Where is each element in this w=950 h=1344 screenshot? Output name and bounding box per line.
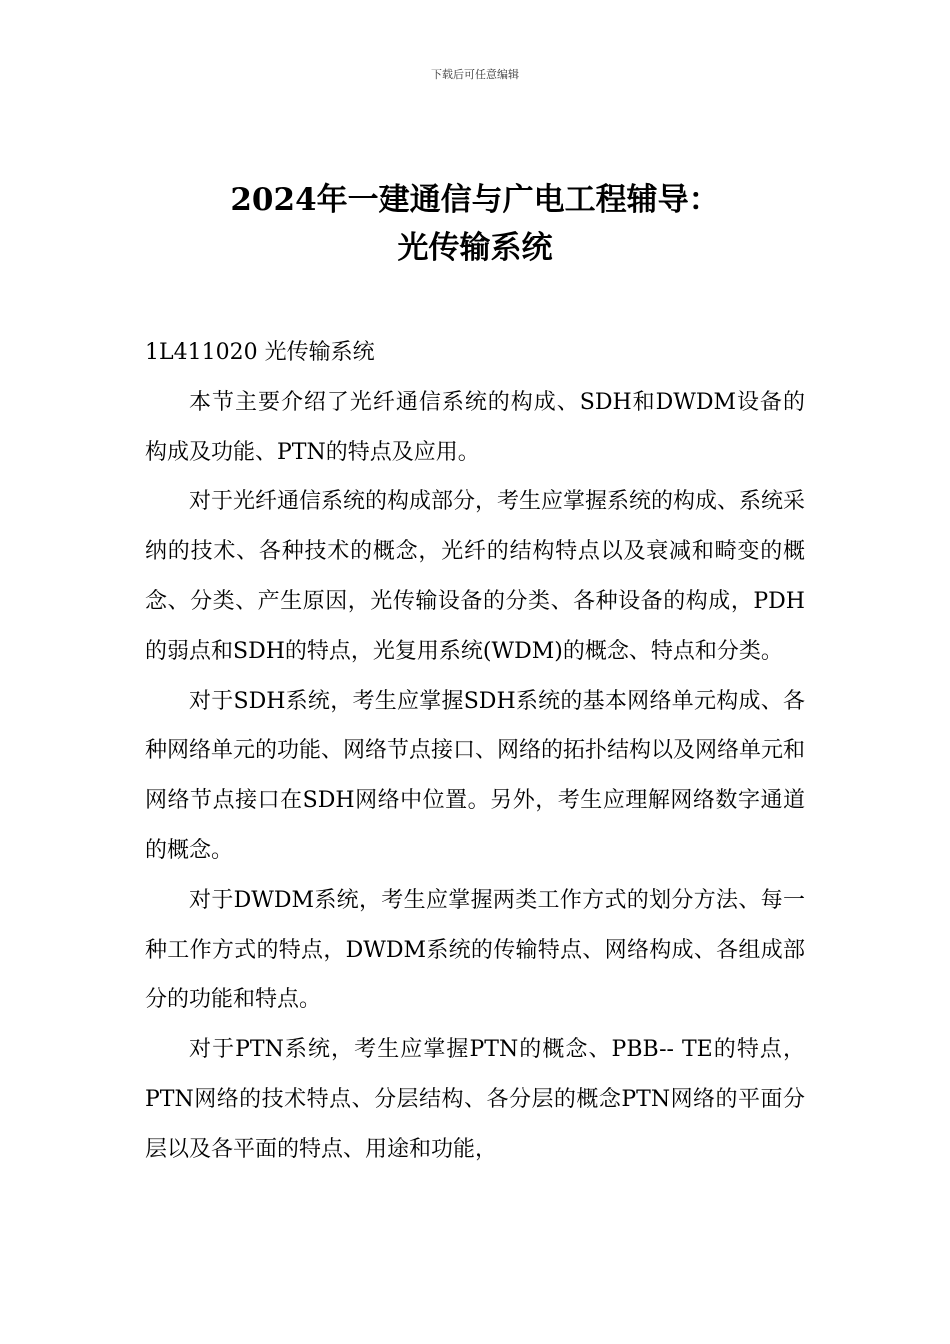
title-line-2: 光传输系统	[397, 230, 553, 266]
paragraph-intro: 本节主要介绍了光纤通信系统的构成、SDH和DWDM设备的构成及功能、PTN的特点及应用。	[145, 389, 805, 465]
header-note: 下载后可任意编辑	[431, 68, 519, 81]
title-line-1: 2024年一建通信与广电工程辅导：	[230, 182, 720, 218]
paragraph-fiber-system: 对于光纤通信系统的构成部分，考生应掌握系统的构成、系统采纳的技术、各种技术的概念，光纤的结构特点以及衰减和畸变的概念、分类、产生原因，光传输设备的分类、各种设备的构成，PDH的弱点和SDH的特点，光复用系统(WDM)的概念、特点和分类。	[145, 489, 806, 664]
paragraph-ptn: 对于PTN系统，考生应掌握PTN的概念、PBB-- TE的特点，PTN网络的技术特点、分层结构、各分层的概念PTN网络的平面分层以及各平面的特点、用途和功能，	[145, 1037, 805, 1162]
document-title	[120, 176, 830, 272]
document-body	[145, 328, 805, 1175]
paragraph-dwdm: 对于DWDM系统，考生应掌握两类工作方式的划分方法、每一种工作方式的特点，DWDM系统的传输特点、网络构成、各组成部分的功能和特点。	[145, 887, 805, 1013]
section-heading: 1L411020 光传输系统	[145, 340, 375, 365]
paragraph-sdh: 对于SDH系统，考生应掌握SDH系统的基本网络单元构成、各种网络单元的功能、网络节点接口、网络的拓扑结构以及网络单元和网络节点接口在SDH网络中位置。另外，考生应理解网络数字通道的概念。	[145, 688, 806, 863]
